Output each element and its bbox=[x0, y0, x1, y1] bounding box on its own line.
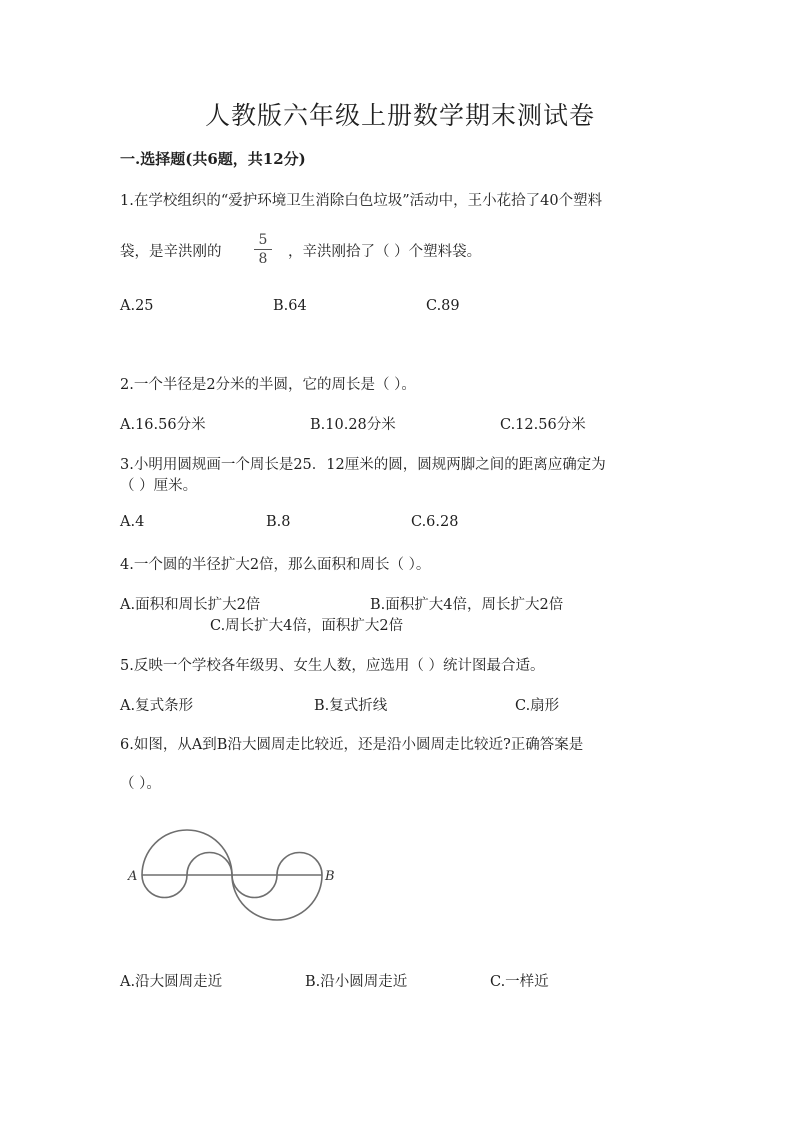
question-6-text-line2: （ ）。 bbox=[120, 776, 161, 792]
question-1-text-line1: 1.在学校组织的“爱护环境卫生消除白色垃圾”活动中，王小花拾了40个塑料 bbox=[120, 193, 603, 209]
question-1-text-line2b: ，辛洪刚拾了（ ）个塑料袋。 bbox=[288, 244, 482, 260]
page-title: 人教版六年级上册数学期末测试卷 bbox=[204, 101, 595, 130]
question-3-option-b[interactable]: B.8 bbox=[266, 514, 291, 530]
question-5-option-b[interactable]: B.复式折线 bbox=[314, 698, 388, 714]
question-3-text-line1: 3.小明用圆规画一个周长是25．12厘米的圆，圆规两脚之间的距离应确定为 bbox=[120, 457, 606, 473]
point-a-label: A bbox=[128, 869, 138, 884]
question-4-option-b[interactable]: B.面积扩大4倍，周长扩大2倍 bbox=[370, 597, 564, 613]
question-1-option-c[interactable]: C.89 bbox=[426, 298, 460, 314]
question-4-option-c[interactable]: C.周长扩大4倍，面积扩大2倍 bbox=[210, 618, 404, 634]
question-2-option-c[interactable]: C.12.56分米 bbox=[500, 417, 586, 433]
section-heading: 一.选择题(共6题，共12分) bbox=[120, 150, 306, 168]
question-1-text-line2a: 袋，是辛洪刚的 bbox=[120, 244, 222, 260]
point-b-label: B bbox=[325, 869, 335, 884]
question-6-option-c[interactable]: C.一样近 bbox=[490, 974, 549, 990]
question-6-option-b[interactable]: B.沿小圆周走近 bbox=[305, 974, 408, 990]
question-2-text: 2.一个半径是2分米的半圆，它的周长是（ ）。 bbox=[120, 377, 416, 393]
question-4-text: 4.一个圆的半径扩大2倍，那么面积和周长（ ）。 bbox=[120, 557, 431, 573]
question-5-text: 5.反映一个学校各年级男、女生人数，应选用（ ）统计图最合适。 bbox=[120, 658, 545, 674]
question-1-option-b[interactable]: B.64 bbox=[273, 298, 307, 314]
question-3-option-c[interactable]: C.6.28 bbox=[411, 514, 459, 530]
question-2-option-a[interactable]: A.16.56分米 bbox=[120, 417, 206, 433]
question-1-fraction bbox=[252, 232, 274, 267]
circles-path-figure bbox=[124, 822, 354, 932]
question-1-option-a[interactable]: A.25 bbox=[120, 298, 154, 314]
fraction-denominator: 8 bbox=[258, 251, 268, 267]
question-5-option-c[interactable]: C.扇形 bbox=[515, 698, 560, 714]
question-6-text-line1: 6.如图，从A到B沿大圆周走比较近，还是沿小圆周走比较近?正确答案是 bbox=[120, 737, 584, 753]
question-6-option-a[interactable]: A.沿大圆周走近 bbox=[120, 974, 223, 990]
question-5-option-a[interactable]: A.复式条形 bbox=[120, 698, 194, 714]
question-3-option-a[interactable]: A.4 bbox=[120, 514, 145, 530]
fraction-numerator: 5 bbox=[258, 232, 268, 248]
question-3-text-line2: （ ）厘米。 bbox=[120, 478, 198, 494]
fraction-bar bbox=[254, 249, 272, 250]
question-4-option-a[interactable]: A.面积和周长扩大2倍 bbox=[120, 597, 261, 613]
question-2-option-b[interactable]: B.10.28分米 bbox=[310, 417, 396, 433]
